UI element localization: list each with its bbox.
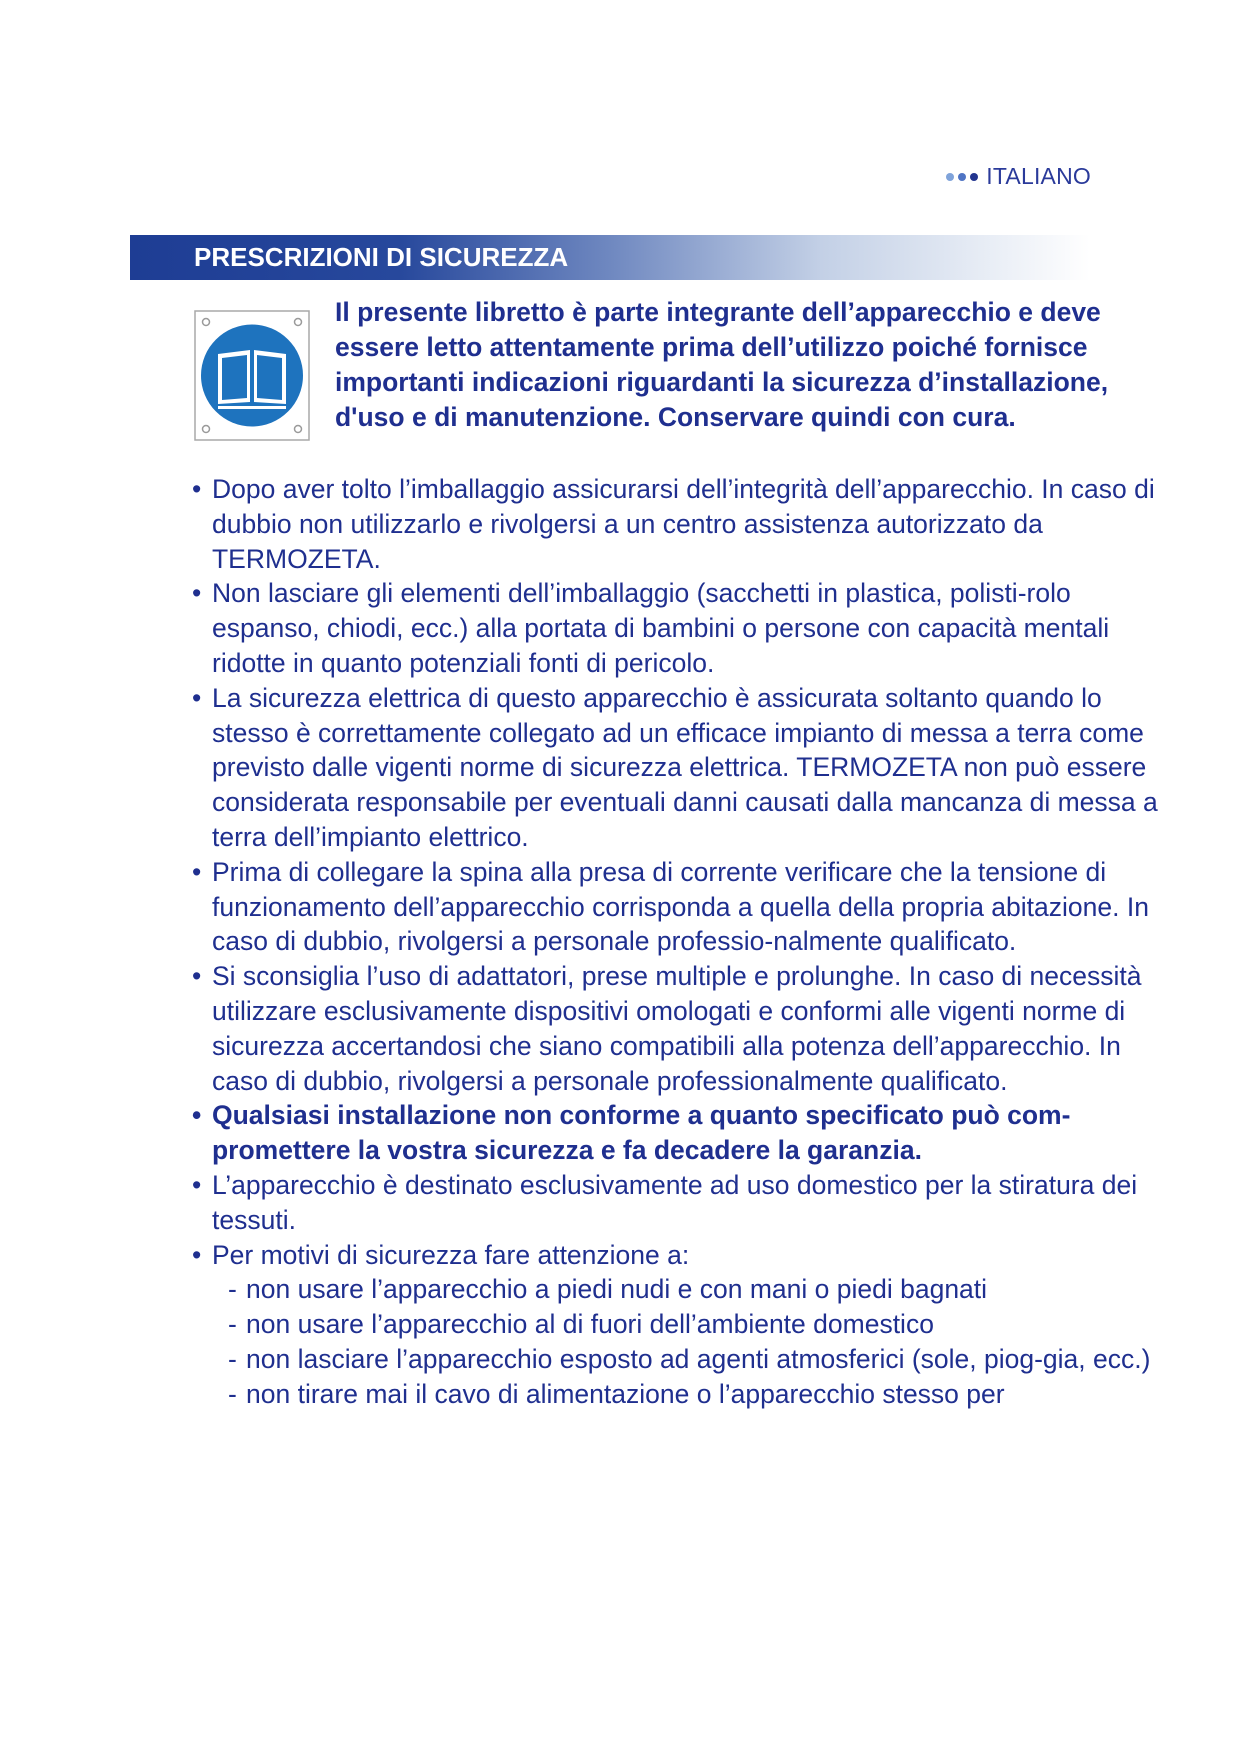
list-item-text: Prima di collegare la spina alla presa di corrente verificare che la tensione di funzionamento dell’apparecchio corrisponda a quella della propria abitazione. In caso di dubbio, rivolgersi a personale professio-nalmente qualificato. [212,856,1149,957]
sub-list [212,1272,1182,1411]
list-item: • L’apparecchio è destinato esclusivamente ad uso domestico per la stiratura dei tessuti. [192,1169,1138,1235]
sub-list-item: - non usare l’apparecchio a piedi nudi e con mani o piedi bagnati [228,1274,988,1305]
list-item-text: Dopo aver tolto l’imballaggio assicurarsi dell’integrità dell’apparecchio. In caso di dubbio non utilizzarlo e rivolgersi a un centro assistenza autorizzato da TERMOZETA. [212,474,1155,574]
sub-list-item: - non tirare mai il cavo di alimentazione o l’apparecchio stesso per [228,1378,1005,1409]
sub-list-item-text: non tirare mai il cavo di alimentazione o l’apparecchio stesso per [246,1378,1005,1409]
list-item: • Non lasciare gli elementi dell’imballaggio (sacchetti in plastica, polisti-rolo espanso, chiodi, ecc.) alla portata di bambini o persone con capacità mentali ridotte in quanto potenziali fonti di pericolo. [192,578,1110,678]
language-label [946,163,1091,190]
dot-light [946,173,954,181]
list-item: • Per motivi di sicurezza fare attenzione a: - non usare l’apparecchio a piedi nudi e con mani o piedi bagnati - non usare l’apparecchio al di fuori dell’ambiente domestico - non lasciare l’apparecchio esposto ad agenti atmosferici (sole, piog-gia, ecc.) - non tirare mai il cavo di alimentazione o l’apparecchio stesso per [192,1238,1182,1412]
list-item-text: Per motivi di sicurezza fare attenzione a: [212,1239,690,1270]
section-title: PRESCRIZIONI DI SICUREZZA [194,242,569,272]
sub-list-item-text: non usare l’apparecchio a piedi nudi e con mani o piedi bagnati [246,1274,988,1305]
sub-list-item: - non lasciare l’apparecchio esposto ad agenti atmosferici (sole, piog-gia, ecc.) [228,1343,1151,1374]
list-item-text: Qualsiasi installazione non conforme a quanto specificato può com-promettere la vostra sicurezza e fa decadere la garanzia. [212,1100,1071,1166]
list-item: • Dopo aver tolto l’imballaggio assicurarsi dell’integrità dell’apparecchio. In caso di dubbio non utilizzarlo e rivolgersi a un centro assistenza autorizzato da TERMOZETA. [192,474,1155,574]
list-item-text: Non lasciare gli elementi dell’imballaggio (sacchetti in plastica, polisti-rolo espanso, chiodi, ecc.) alla portata di bambini o persone con capacità mentali ridotte in quanto potenziali fonti di pericolo. [212,578,1110,678]
list-item-warning: • Qualsiasi installazione non conforme a quanto specificato può com-promettere la vostra sicurezza e fa decadere la garanzia. [192,1100,1071,1166]
list-item-text: La sicurezza elettrica di questo apparecchio è assicurata soltanto quando lo stesso è correttamente collegato ad un efficace impianto di messa a terra come previsto dalle vigenti norme di sicurezza elettrica. TERMOZETA non può essere considerata responsabile per eventuali danni causati dalla mancanza di messa a terra dell’impianto elettrico. [212,682,1158,852]
list-item: • Prima di collegare la spina alla presa di corrente verificare che la tensione di funzionamento dell’apparecchio corrisponda a quella della propria abitazione. In caso di dubbio, rivolgersi a personale professio-nalmente qualificato. [192,856,1149,957]
list-item-text: Si sconsiglia l’uso di adattatori, prese multiple e prolunghe. In caso di necessità utilizzare esclusivamente dispositivi omologati e conformi alle vigenti norme di sicurezza accertandosi che siano compatibili alla potenza dell’apparecchio. In caso di dubbio, rivolgersi a personale professionalmente qualificato. [212,961,1142,1096]
intro-paragraph: Il presente libretto è parte integrante dell’apparecchio e deve essere letto attentamente prima dell’utilizzo poiché fornisce importanti indicazioni riguardanti la sicurezza d’installazione, d'uso e di manutenzione. Conservare quindi con cura. [335,297,1109,432]
sub-list-item: - non usare l’apparecchio al di fuori dell’ambiente domestico [228,1309,934,1340]
dots-decoration [946,173,978,181]
sub-list-item-text: non lasciare l’apparecchio esposto ad agenti atmosferici (sole, piog-gia, ecc.) [246,1343,1151,1374]
list-item: • La sicurezza elettrica di questo apparecchio è assicurata soltanto quando lo stesso è correttamente collegato ad un efficace impianto di messa a terra come previsto dalle vigenti norme di sicurezza elettrica. TERMOZETA non può essere considerata responsabile per eventuali danni causati dalla mancanza di messa a terra dell’impianto elettrico. [192,682,1158,852]
dot-mid [958,173,966,181]
dot-dark [970,173,978,181]
list-item: • Si sconsiglia l’uso di adattatori, prese multiple e prolunghe. In caso di necessità utilizzare esclusivamente dispositivi omologati e conformi alle vigenti norme di sicurezza accertandosi che siano compatibili alla potenza dell’apparecchio. In caso di dubbio, rivolgersi a personale professionalmente qualificato. [192,961,1142,1096]
section-header-bar [130,235,1090,280]
read-manual-book-icon [194,310,310,441]
language-text: ITALIANO [986,163,1091,189]
list-item-text: L’apparecchio è destinato esclusivamente ad uso domestico per la stiratura dei tessuti. [212,1169,1138,1235]
safety-list [192,472,1182,1412]
sub-list-item-text: non usare l’apparecchio al di fuori dell’ambiente domestico [246,1309,934,1340]
